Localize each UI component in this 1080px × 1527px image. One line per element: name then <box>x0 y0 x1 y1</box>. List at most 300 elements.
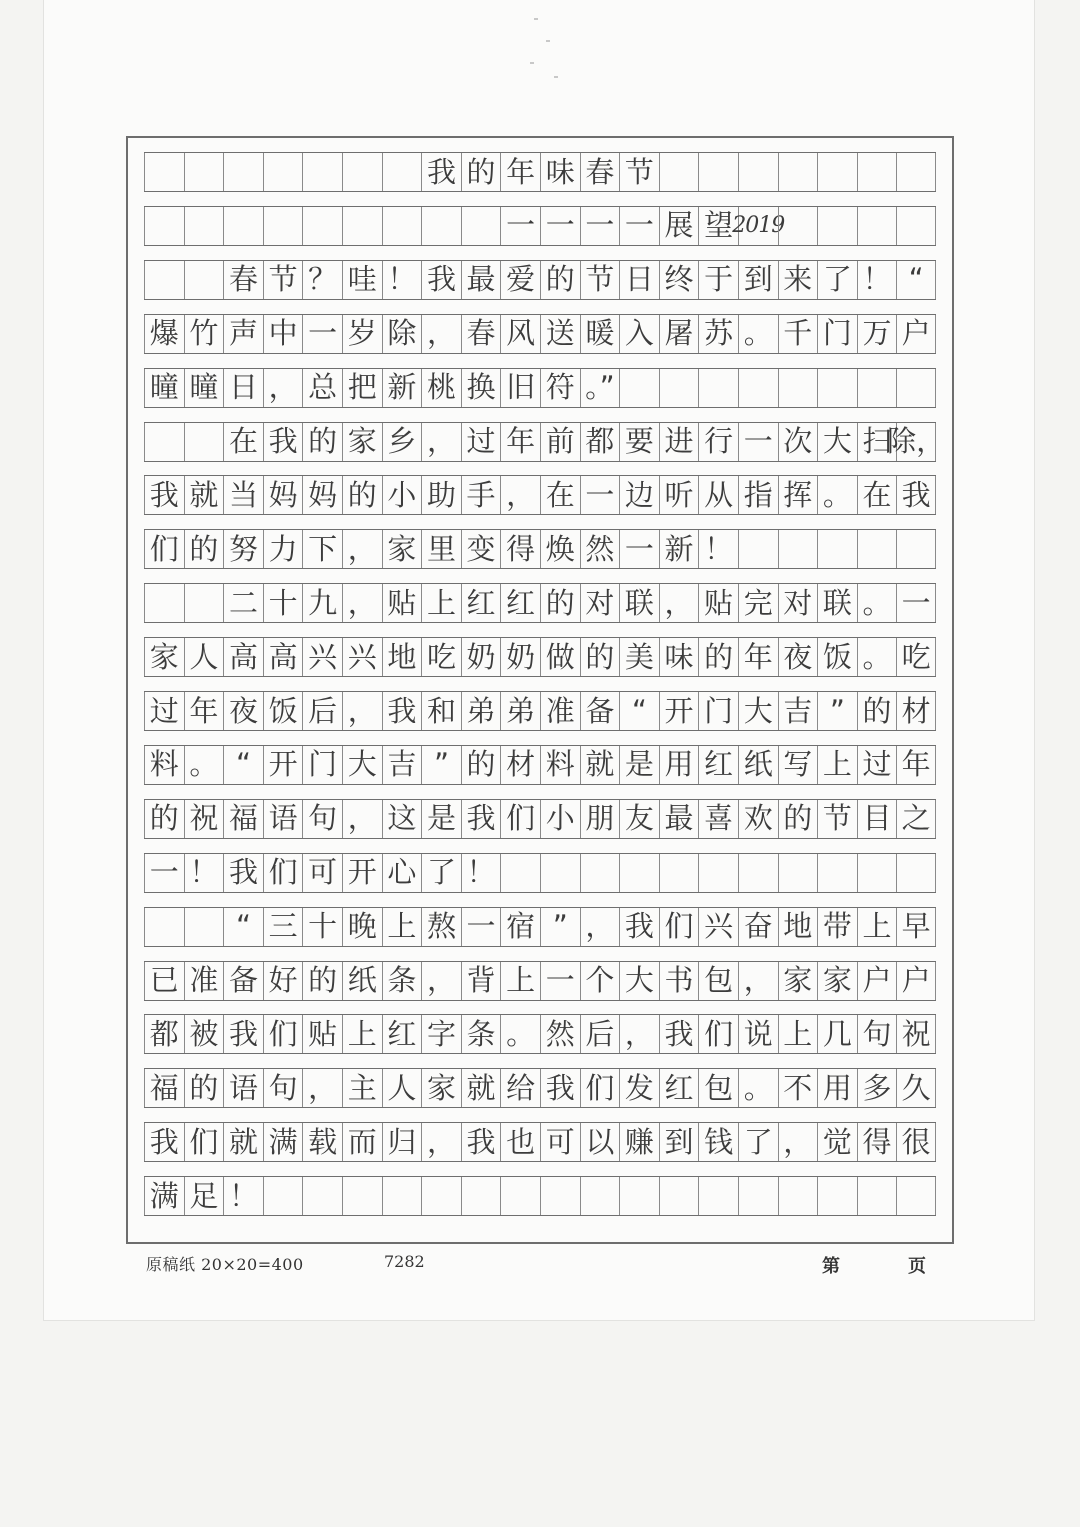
grid-cell: 载 <box>302 1123 342 1161</box>
grid-cell: 可 <box>302 854 342 892</box>
grid-cell: 年 <box>500 153 540 191</box>
grid-cell: 下 <box>302 530 342 568</box>
grid-cell: 我 <box>540 1069 580 1107</box>
grid-cell: 过 <box>144 692 184 730</box>
grid-cell <box>184 908 224 946</box>
grid-cell <box>698 1177 738 1215</box>
grid-cell: 九 <box>302 584 342 622</box>
grid-cell: 然 <box>540 1015 580 1053</box>
grid-cell: 红 <box>500 584 540 622</box>
grid-cell: ， <box>342 530 382 568</box>
grid-cell: 的 <box>342 476 382 514</box>
grid-cell: 爆 <box>144 315 184 353</box>
grid-cell: 哇 <box>342 261 382 299</box>
grid-cell: 到 <box>659 1123 699 1161</box>
grid-cell: 大 <box>817 423 857 461</box>
grid-cell: 不 <box>778 1069 818 1107</box>
scan-artifact <box>524 10 574 90</box>
grid-cell <box>421 207 461 245</box>
grid-cell: 联 <box>817 584 857 622</box>
grid-cell: 千 <box>778 315 818 353</box>
grid-cell: 就 <box>184 476 224 514</box>
grid-cell: 变 <box>461 530 501 568</box>
grid-cell: 家 <box>778 962 818 1000</box>
grid-cell <box>144 908 184 946</box>
grid-cell: 我 <box>896 476 936 514</box>
grid-cell: 年 <box>738 638 778 676</box>
grid-cell: 的 <box>580 638 620 676</box>
grid-cell: 力 <box>263 530 303 568</box>
grid-cell: 语 <box>223 1069 263 1107</box>
grid-cell <box>817 153 857 191</box>
grid-cell: 熬 <box>421 908 461 946</box>
grid-cell: 春 <box>223 261 263 299</box>
grid-cell <box>184 261 224 299</box>
grid-cell: 一 <box>738 423 778 461</box>
grid-cell: 兴 <box>698 908 738 946</box>
grid-cell: 我 <box>144 1123 184 1161</box>
grid-cell <box>144 153 184 191</box>
grid-cell <box>778 530 818 568</box>
grid-cell <box>857 369 897 407</box>
grid-cell: 赚 <box>619 1123 659 1161</box>
grid-cell <box>857 207 897 245</box>
grid-cell: 大 <box>738 692 778 730</box>
grid-cell: 然 <box>580 530 620 568</box>
grid-cell: 大 <box>342 746 382 784</box>
grid-cell: 联 <box>619 584 659 622</box>
grid-cell: 。 <box>738 1069 778 1107</box>
grid-cell: 料 <box>540 746 580 784</box>
grid-cell: 是 <box>619 746 659 784</box>
grid-cell: 小 <box>382 476 422 514</box>
grid-cell <box>896 1177 936 1215</box>
grid-cell: 觉 <box>817 1123 857 1161</box>
grid-cell: ” <box>421 746 461 784</box>
grid-cell: 对 <box>580 584 620 622</box>
grid-cell: 过 <box>857 746 897 784</box>
grid-cell: 。 <box>817 476 857 514</box>
grid-cell: 都 <box>144 1015 184 1053</box>
grid-cell: 准 <box>184 962 224 1000</box>
grid-cell: 们 <box>144 530 184 568</box>
grid-cell: ， <box>342 692 382 730</box>
paper-code: 7282 <box>384 1252 425 1271</box>
grid-cell <box>223 153 263 191</box>
grid-cell <box>184 153 224 191</box>
grid-cell: ， <box>342 584 382 622</box>
grid-cell: 就 <box>580 746 620 784</box>
grid-cell: 一 <box>896 584 936 622</box>
grid-cell <box>738 530 778 568</box>
essay-row <box>144 314 936 354</box>
grid-cell: 多 <box>857 1069 897 1107</box>
grid-cell: 句 <box>263 1069 303 1107</box>
grid-cell: ， <box>421 1123 461 1161</box>
grid-cell: 高 <box>223 638 263 676</box>
grid-cell: 足 <box>184 1177 224 1215</box>
grid-cell <box>857 153 897 191</box>
grid-cell: 的 <box>540 261 580 299</box>
author-row <box>144 206 936 246</box>
essay-row <box>144 1122 936 1162</box>
grid-cell: 我 <box>223 854 263 892</box>
grid-cell <box>778 369 818 407</box>
grid-cell: 展 <box>659 207 699 245</box>
grid-cell: ” <box>817 692 857 730</box>
grid-cell <box>896 854 936 892</box>
grid-cell: 终 <box>659 261 699 299</box>
grid-cell <box>540 854 580 892</box>
grid-cell: 努 <box>223 530 263 568</box>
grid-cell: 的 <box>184 530 224 568</box>
grid-cell: 我 <box>619 908 659 946</box>
grid-cell: 家 <box>421 1069 461 1107</box>
grid-cell: 条 <box>461 1015 501 1053</box>
grid-cell: “ <box>896 261 936 299</box>
grid-cell: 是 <box>421 800 461 838</box>
grid-cell: 背 <box>461 962 501 1000</box>
grid-cell <box>144 261 184 299</box>
grid-cell: 声 <box>223 315 263 353</box>
grid-cell: 包 <box>698 962 738 1000</box>
grid-cell: 吉 <box>778 692 818 730</box>
grid-cell <box>857 1177 897 1215</box>
grid-cell <box>817 854 857 892</box>
grid-cell: 之 <box>896 800 936 838</box>
grid-cell: 指 <box>738 476 778 514</box>
grid-cell: ！ <box>698 530 738 568</box>
grid-cell <box>342 207 382 245</box>
grid-cell: 们 <box>580 1069 620 1107</box>
grid-cell: 的 <box>698 638 738 676</box>
grid-cell: 曈 <box>184 369 224 407</box>
grid-cell: 符 <box>540 369 580 407</box>
grid-cell: 于 <box>698 261 738 299</box>
grid-cell: 句 <box>857 1015 897 1053</box>
grid-cell: 的 <box>184 1069 224 1107</box>
essay-row <box>144 1068 936 1108</box>
grid-cell: 红 <box>698 746 738 784</box>
grid-cell: ” <box>540 908 580 946</box>
grid-cell: 奶 <box>461 638 501 676</box>
grid-cell: 备 <box>223 962 263 1000</box>
grid-cell: 一 <box>302 315 342 353</box>
grid-cell: 目 <box>857 800 897 838</box>
grid-cell <box>580 1177 620 1215</box>
grid-cell <box>263 207 303 245</box>
grid-cell: 可 <box>540 1123 580 1161</box>
grid-cell: 奋 <box>738 908 778 946</box>
grid-cell: 一 <box>461 908 501 946</box>
grid-cell <box>382 153 422 191</box>
grid-cell: 日 <box>223 369 263 407</box>
grid-cell: ， <box>263 369 303 407</box>
grid-cell <box>540 1177 580 1215</box>
grid-cell <box>738 369 778 407</box>
grid-cell: 奶 <box>500 638 540 676</box>
grid-cell: ， <box>421 423 461 461</box>
grid-cell: ， <box>659 584 699 622</box>
grid-cell: 开 <box>342 854 382 892</box>
grid-cell: 的 <box>302 962 342 1000</box>
grid-cell: “ <box>223 746 263 784</box>
grid-cell: 们 <box>263 854 303 892</box>
grid-cell: 最 <box>461 261 501 299</box>
grid-cell: 字 <box>421 1015 461 1053</box>
grid-cell <box>817 207 857 245</box>
grid-cell: 新 <box>382 369 422 407</box>
grid-cell <box>659 854 699 892</box>
grid-cell: 贴 <box>698 584 738 622</box>
grid-cell: 一 <box>500 207 540 245</box>
essay-row <box>144 260 936 300</box>
grid-cell: 做 <box>540 638 580 676</box>
grid-cell <box>184 207 224 245</box>
essay-row <box>144 583 936 623</box>
grid-cell <box>302 153 342 191</box>
grid-cell <box>738 153 778 191</box>
grid-cell: 后 <box>580 1015 620 1053</box>
grid-cell <box>184 423 224 461</box>
grid-cell: 屠 <box>659 315 699 353</box>
grid-cell: 的 <box>857 692 897 730</box>
grid-cell: 年 <box>184 692 224 730</box>
grid-cell: 红 <box>461 584 501 622</box>
grid-cell: 来 <box>778 261 818 299</box>
grid-cell: 书 <box>659 962 699 1000</box>
grid-cell <box>461 1177 501 1215</box>
grid-cell: 门 <box>698 692 738 730</box>
grid-cell: 味 <box>659 638 699 676</box>
grid-cell: 地 <box>382 638 422 676</box>
grid-cell: ！ <box>184 854 224 892</box>
grid-cell <box>857 854 897 892</box>
grid-cell: 门 <box>302 746 342 784</box>
grid-cell: 把 <box>342 369 382 407</box>
grid-cell: 节 <box>619 153 659 191</box>
grid-cell: 人 <box>184 638 224 676</box>
grid-cell: 夜 <box>223 692 263 730</box>
grid-cell: 们 <box>659 908 699 946</box>
grid-cell: 风 <box>500 315 540 353</box>
grid-cell: 祝 <box>896 1015 936 1053</box>
grid-cell <box>382 207 422 245</box>
grid-cell: 钱 <box>698 1123 738 1161</box>
grid-cell <box>659 1177 699 1215</box>
essay-row <box>144 368 936 408</box>
grid-cell: 饭 <box>263 692 303 730</box>
grid-cell: 晚 <box>342 908 382 946</box>
grid-cell: 里 <box>421 530 461 568</box>
grid-cell: 开 <box>659 692 699 730</box>
grid-cell: ， <box>778 1123 818 1161</box>
grid-cell <box>144 207 184 245</box>
grid-cell: 发 <box>619 1069 659 1107</box>
grid-cell: “ <box>223 908 263 946</box>
grid-cell: 纸 <box>342 962 382 1000</box>
grid-cell <box>896 207 936 245</box>
grid-cell: 上 <box>857 908 897 946</box>
grid-cell: 。 <box>184 746 224 784</box>
grid-cell: 欢 <box>738 800 778 838</box>
grid-cell: ， <box>580 908 620 946</box>
grid-cell: 对 <box>778 584 818 622</box>
grid-cell: 听 <box>659 476 699 514</box>
title-row <box>144 152 936 192</box>
grid-cell: 心 <box>382 854 422 892</box>
grid-cell: 在 <box>223 423 263 461</box>
grid-cell: 备 <box>580 692 620 730</box>
grid-cell <box>698 153 738 191</box>
grid-cell: 户 <box>857 962 897 1000</box>
grid-cell: 万 <box>857 315 897 353</box>
grid-cell: 到 <box>738 261 778 299</box>
grid-cell: 乡 <box>382 423 422 461</box>
essay-row <box>144 745 936 785</box>
grid-cell: 满 <box>144 1177 184 1215</box>
grid-cell: 我 <box>382 692 422 730</box>
grid-cell <box>619 369 659 407</box>
essay-row <box>144 961 936 1001</box>
grid-cell: ！ <box>461 854 501 892</box>
grid-cell: 一 <box>619 530 659 568</box>
grid-cell: 都 <box>580 423 620 461</box>
grid-cell: ！ <box>857 261 897 299</box>
grid-cell: 和 <box>421 692 461 730</box>
grid-cell: 妈 <box>302 476 342 514</box>
grid-cell: 祝 <box>184 800 224 838</box>
grid-cell: 助 <box>421 476 461 514</box>
grid-cell: 我 <box>421 153 461 191</box>
grid-cell: 户 <box>896 315 936 353</box>
grid-cell: 美 <box>619 638 659 676</box>
grid-cell: 地 <box>778 908 818 946</box>
grid-cell: 过 <box>461 423 501 461</box>
grid-cell <box>857 530 897 568</box>
grid-cell: 进 <box>659 423 699 461</box>
grid-cell: 味 <box>540 153 580 191</box>
grid-cell: 好 <box>263 962 303 1000</box>
grid-cell <box>698 369 738 407</box>
grid-cell: 挥 <box>778 476 818 514</box>
grid-cell: 久 <box>896 1069 936 1107</box>
grid-cell: 用 <box>817 1069 857 1107</box>
grid-cell: 2019 <box>738 207 778 245</box>
grid-cell <box>302 1177 342 1215</box>
grid-cell: 手 <box>461 476 501 514</box>
grid-cell: 我 <box>263 423 303 461</box>
grid-cell: 后 <box>302 692 342 730</box>
essay-row <box>144 1176 936 1216</box>
grid-cell: 家 <box>817 962 857 1000</box>
grid-cell: 扫 <box>857 423 897 461</box>
grid-cell: 我 <box>421 261 461 299</box>
grid-cell: 们 <box>263 1015 303 1053</box>
grid-cell: 兴 <box>302 638 342 676</box>
essay-row <box>144 529 936 569</box>
essay-row <box>144 691 936 731</box>
grid-cell: 一 <box>144 854 184 892</box>
grid-cell: 前 <box>540 423 580 461</box>
grid-cell: 在 <box>857 476 897 514</box>
grid-cell: 一 <box>619 207 659 245</box>
grid-cell: 旧 <box>500 369 540 407</box>
grid-cell: 开 <box>263 746 303 784</box>
grid-cell: 总 <box>302 369 342 407</box>
grid-cell: 福 <box>144 1069 184 1107</box>
grid-cell: 。 <box>500 1015 540 1053</box>
grid-cell <box>896 530 936 568</box>
grid-cell: 饭 <box>817 638 857 676</box>
grid-cell: 满 <box>263 1123 303 1161</box>
grid-cell: 户 <box>896 962 936 1000</box>
grid-cell: 门 <box>817 315 857 353</box>
grid-cell: 春 <box>580 153 620 191</box>
grid-cell: 上 <box>500 962 540 1000</box>
grid-cell: 节 <box>817 800 857 838</box>
grid-cell: 句 <box>302 800 342 838</box>
grid-cell: 次 <box>778 423 818 461</box>
grid-cell <box>817 369 857 407</box>
essay-row <box>144 853 936 893</box>
grid-cell <box>778 1177 818 1215</box>
grid-cell: 也 <box>500 1123 540 1161</box>
grid-cell: 一 <box>580 207 620 245</box>
grid-cell: 日 <box>619 261 659 299</box>
grid-cell: 吉 <box>382 746 422 784</box>
grid-cell: 家 <box>342 423 382 461</box>
grid-cell: 了 <box>817 261 857 299</box>
grid-cell: 上 <box>382 908 422 946</box>
grid-cell: 我 <box>461 800 501 838</box>
grid-cell: ， <box>302 1069 342 1107</box>
grid-cell: 们 <box>184 1123 224 1161</box>
grid-cell: 上 <box>342 1015 382 1053</box>
grid-cell: 的 <box>778 800 818 838</box>
grid-cell: 几 <box>817 1015 857 1053</box>
grid-cell: 友 <box>619 800 659 838</box>
grid-cell: 以 <box>580 1123 620 1161</box>
grid-cell: 上 <box>778 1015 818 1053</box>
grid-cell <box>778 207 818 245</box>
grid-cell: ， <box>738 962 778 1000</box>
grid-cell: 的 <box>461 153 501 191</box>
essay-row <box>144 422 946 462</box>
grid-cell <box>817 530 857 568</box>
grid-cell: 朋 <box>580 800 620 838</box>
grid-cell: 二 <box>223 584 263 622</box>
grid-cell: 入 <box>619 315 659 353</box>
grid-cell: 我 <box>223 1015 263 1053</box>
grid-cell: 写 <box>778 746 818 784</box>
grid-cell: 曈 <box>144 369 184 407</box>
grid-cell: 节 <box>580 261 620 299</box>
grid-cell: 年 <box>500 423 540 461</box>
grid-cell: 人 <box>382 1069 422 1107</box>
grid-cell <box>302 207 342 245</box>
grid-cell: 主 <box>342 1069 382 1107</box>
grid-cell: ！ <box>382 261 422 299</box>
grid-cell <box>778 153 818 191</box>
grid-cell: 我 <box>461 1123 501 1161</box>
grid-cell: 弟 <box>500 692 540 730</box>
grid-cell: 给 <box>500 1069 540 1107</box>
grid-cell: 的 <box>540 584 580 622</box>
grid-cell: 焕 <box>540 530 580 568</box>
grid-cell: ， <box>342 800 382 838</box>
grid-cell: 当 <box>223 476 263 514</box>
